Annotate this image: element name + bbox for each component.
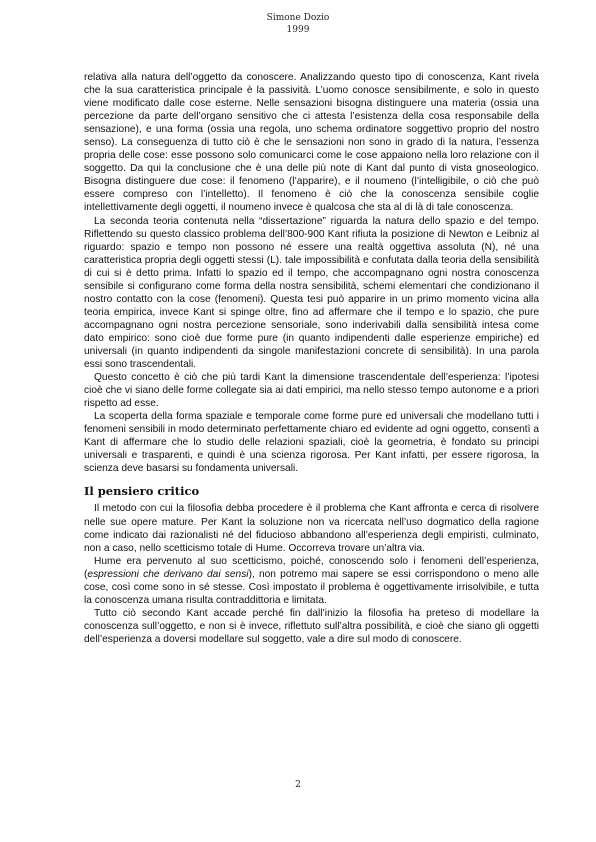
paragraph-1: relativa alla natura dell’oggetto da conoscere. Analizzando questo tipo di conoscenza, Kant rivela che la sua caratteristica principale è la passività. L’uomo conosce sensibilmente, e solo in questo viene modificato dalle cose esterne. Nelle sensazioni bisogna distinguere una materia (ossia una percezione da parte dell’organo sensitivo che ci attesta l’esistenza della cosa responsabile della sensazione), e una forma (ossia una regola, uno schema ordinatore soggettivo proprio del nostro senso). La conseguenza di tutto ciò è che le sensazioni non sono in grado di la natura, l’essenza propria delle cose: esse possono solo comunicarci come le cose appaiono nella loro relazione con il soggetto. Da qui la conclusione che è una delle più note di Kant dal punto di vista gnoseologico. Bisogna distinguere due cose: il fenomeno (l’apparire), e il noumeno (l’intelligibile, o ciò che può essere compreso con l’intelletto). Il fenomeno è ciò che la conoscenza sensibile coglie intellettivamente degli oggetti, il noumeno invece è qualcosa che sta al di là di tale conoscenza. [84, 72, 539, 214]
paragraph-6-italic: espressioni che derivano dai sensi [87, 568, 249, 580]
header-author: Simone Dozio [266, 13, 330, 23]
paragraph-2: La seconda teoria contenuta nella “dissertazione” riguarda la natura dello spazio e del tempo. Riflettendo su questo classico problema dell’800-900 Kant rifiuta la posizione di Newton e Leibniz al riguardo: spazio e tempo non possono né essere una realtà oggettiva assoluta (N), né una caratteristica propria degli oggetti stessi (L). tale impossibilità e confutata dalla teoria della sensibilità di cui si è detto prima. Infatti lo spazio ed il tempo, che accompagnano ogni nostra conoscenza sensibile si configurano come forma della nostra sensibilità, schemi elementari che condizionano il nostro contatto con la cose (fenomeni). Questa tesi può apparire in un primo momento vicina alla teoria empirica, invece Kant si spinge oltre, fino ad affermare che il tempo e lo spazio, che pure accompagnano ogni nostra percezione sensoriale, sono inderivabili dalla sensibilità intesa come dato empirico: sono cioè due forme pure (in quanto indipendenti dalle esperienze empiriche) ed universali (in quanto indipendenti da singole manifestazioni concrete di sensibilità). In una parola essi sono trascendentali. [84, 215, 539, 371]
paragraph-6-start: Hume era pervenuto al suo scetticismo, poiché, conoscendo solo i fenomeni dell’esperienza, ( [84, 555, 539, 580]
paragraph-4: La scoperta della forma spaziale e temporale come forme pure ed universali che modellano tutti i fenomeni sensibili in modo determinato perfettamente chiaro ed evidente ad ogni oggetto, consentì a Kant di affermare che lo studio delle relazioni spaziali, cioè la geometria, è fondato su principi universali e trasparenti, e quindi è una scienza rigorosa. Per Kant infatti, per essere rigorosa, la scienza deve basarsi su fondamenta universali. [84, 411, 539, 475]
paragraph-7: Tutto ciò secondo Kant accade perché fin dall’inizio la filosofia ha preteso di modellare la conoscenza sull’oggetto, e non si è invece, riflettuto sull’altra possibilità, e cioè che siano gli oggetti dell’esperienza a doversi modellare sul soggetto, vale a dire sul modo di conoscere. [84, 607, 539, 645]
page-number: 2 [295, 780, 301, 790]
section-heading: Il pensiero critico [84, 484, 200, 499]
paragraph-3: Questo concetto è ciò che più tardi Kant la dimensione trascendentale dell’esperienza: l’ipotesi cioè che vi siano delle forme collegate sia ai dati empirici, ma nello stesso tempo autonome e a priori rispetto ad esse. [84, 372, 539, 410]
page-body [84, 71, 539, 646]
paragraph-6 [84, 555, 539, 607]
page-header [0, 12, 596, 36]
paragraph-6-end: ), non potremo mai sapere se essi corrispondono o meno alle cose, così come sono in sé stesse. Così impostato il problema è oggettivamente irrisolvibile, e tutta la conoscenza umana risulta contraddittoria e limitata. [84, 568, 539, 606]
header-year: 1999 [286, 25, 310, 35]
paragraph-5: Il metodo con cui la filosofia debba procedere è il problema che Kant affronta e cerca di risolvere nelle sue opere mature. Per Kant la soluzione non va ricercata nell’uso dogmatico della ragione come indicato dai razionalisti né del fiducioso abbandono all’esperienza degli empiristi, culminato, non a caso, nello scetticismo totale di Hume. Occorreva trovare un’altra via. [84, 503, 539, 554]
